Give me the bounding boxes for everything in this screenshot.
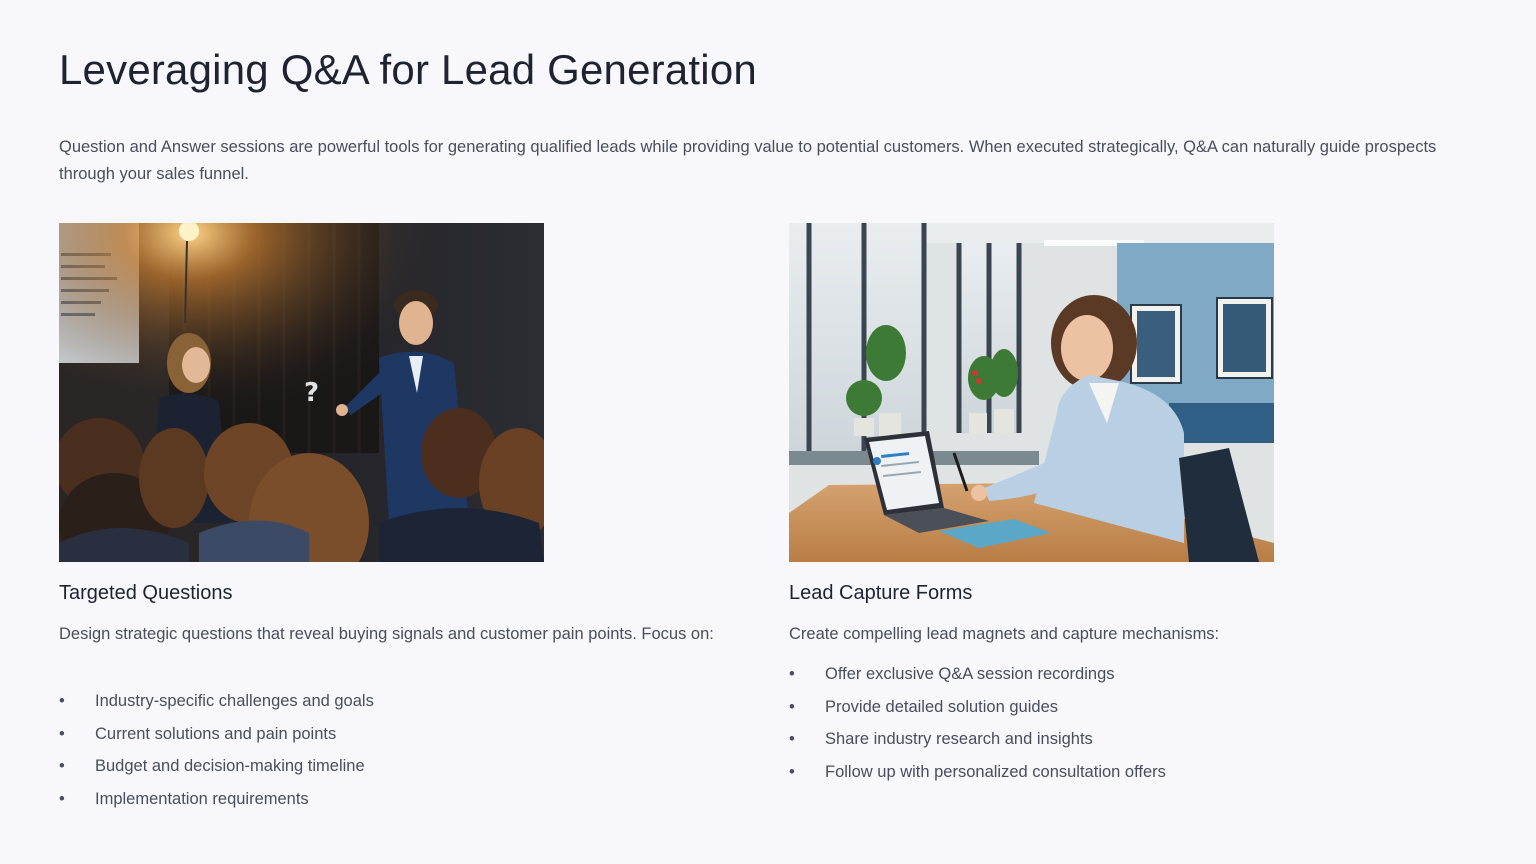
targeted-questions-list [59,691,759,809]
list-item [59,756,759,776]
bullet-icon: • [789,730,795,749]
list-item-text: Share industry research and insights [825,730,1093,749]
list-item-text: Industry-specific challenges and goals [95,692,374,710]
list-item [789,729,1489,749]
office-laptop-illustration [789,223,1274,562]
bullet-icon: • [789,665,795,683]
lead-capture-description: Create compelling lead magnets and capture mechanisms: [789,625,1220,643]
list-item [789,664,1489,684]
intro-paragraph: Question and Answer sessions are powerful tools for generating qualified leads while providing value to potential customers. When executed strategically, Q&A can naturally guide prospects through your sales funnel. [59,138,1437,183]
list-item-text: Implementation requirements [95,789,309,808]
list-item-text: Follow up with personalized consultation offers [825,762,1166,781]
svg-text:?: ? [304,378,320,408]
slide-title: Leveraging Q&A for Lead Generation [59,46,757,93]
bullet-icon: • [59,789,65,808]
list-item [789,697,1489,717]
qa-session-photo [59,223,544,562]
lead-capture-heading: Lead Capture Forms [789,582,973,604]
list-item-text: Provide detailed solution guides [825,697,1058,716]
bullet-icon: • [59,692,65,710]
bullet-icon: • [789,697,795,716]
list-item-text: Budget and decision-making timeline [95,757,365,776]
list-item-text: Offer exclusive Q&A session recordings [825,665,1115,683]
bullet-icon: • [789,762,795,781]
office-laptop-photo [789,223,1274,562]
list-item [59,691,759,711]
bullet-icon: • [59,724,65,743]
list-item [59,789,759,809]
lead-capture-list [789,664,1489,782]
list-item [59,724,759,744]
list-item-text: Current solutions and pain points [95,724,337,743]
targeted-questions-description: Design strategic questions that reveal buying signals and customer pain points. Focus on: [59,625,714,643]
list-item [789,762,1489,782]
targeted-questions-column [59,223,759,821]
qa-session-illustration [59,223,544,562]
lead-capture-column [789,223,1489,794]
targeted-questions-heading: Targeted Questions [59,582,233,604]
bullet-icon: • [59,757,65,776]
